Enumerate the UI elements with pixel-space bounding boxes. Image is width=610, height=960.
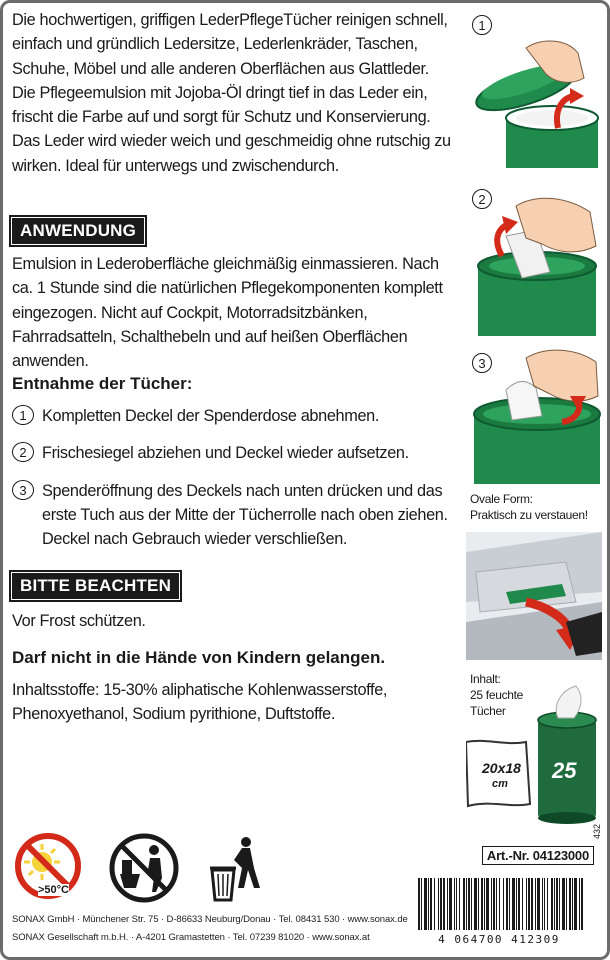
barcode-digits: 4 064700 412309 bbox=[438, 933, 560, 946]
count-label: 25 bbox=[552, 758, 577, 783]
code-number: 432 bbox=[592, 824, 602, 840]
inhalt-line-1: Inhalt: bbox=[470, 672, 501, 686]
no-toilet-icon bbox=[106, 830, 182, 906]
car-door-illustration bbox=[466, 532, 602, 660]
intro-text: Die hochwertigen, griffigen LederPflegeTücher reinigen schnell, einfach und gründlich Ledersitze, Lederlenkräder, Taschen, Schuhe, Möbel und alle anderen Oberflächen aus Glattleder. Die Pflegeemulsion mit Jojoba-Öl dringt tief in das Leder ein, frischt die Farbe auf und sorgt für Schutz und Konservierung. Das Leder wird wieder weich und geschmeidig ohne rutschig zu wirken. Ideal für unterwegs und zwischendurch. bbox=[12, 11, 451, 175]
step-1 bbox=[12, 404, 452, 428]
step-1-number: 1 bbox=[12, 405, 34, 425]
illus-3-number: 3 bbox=[472, 353, 492, 373]
inhalt-line-2: 25 feuchte bbox=[470, 688, 524, 702]
illustration-step-2 bbox=[466, 186, 602, 336]
step-1-text: Kompletten Deckel der Spenderdose abnehmen. bbox=[42, 407, 380, 425]
inhaltsstoffe-text: Inhaltsstoffe: 15-30% aliphatische Kohlenwasserstoffe, Phenoxyethanol, Sodium pyrithione, Duftstoffe. bbox=[12, 680, 388, 724]
barcode-bars bbox=[406, 878, 592, 930]
trash-bin-icon bbox=[204, 830, 280, 906]
tissue-canister-illustration bbox=[466, 684, 602, 824]
step-3-number: 3 bbox=[12, 480, 34, 500]
barcode bbox=[406, 878, 592, 944]
step-2 bbox=[12, 441, 452, 465]
oval-caption-1: Ovale Form: bbox=[470, 492, 533, 506]
frost-text: Vor Frost schützen. bbox=[12, 612, 146, 631]
temperature-label: >50°C bbox=[38, 884, 70, 896]
beachten-header: BITTE BEACHTEN bbox=[12, 573, 179, 599]
step-3-text: Spenderöffnung des Deckels nach unten drücken und das erste Tuch aus der Mitte der Tücherrolle nach oben ziehen. Deckel nach Gebrauch wieder verschließen. bbox=[42, 481, 448, 549]
anwendung-header: ANWENDUNG bbox=[12, 218, 144, 244]
footer-germany: SONAX GmbH · Münchener Str. 75 · D-86633 Neuburg/Donau · Tel. 08431 530 · www.sonax.de bbox=[12, 914, 408, 925]
anwendung-text: Emulsion in Lederoberfläche gleichmäßig einmassieren. Nach ca. 1 Stunde sind die natürlichen Pflegekomponenten komplett eingezogen. Nicht auf Cockpit, Motorradsitzbänken, Fahrradsatteln, Schalthebeln und auf heißen Oberflächen anwenden. bbox=[12, 255, 443, 371]
oval-caption-2: Praktisch zu verstauen! bbox=[470, 508, 588, 522]
step-2-text: Frischesiegel abziehen und Deckel wieder aufsetzen. bbox=[42, 444, 409, 463]
illustration-step-3 bbox=[466, 344, 602, 484]
kinder-warning: Darf nicht in die Hände von Kindern gelangen. bbox=[12, 647, 386, 667]
illus-2-number: 2 bbox=[472, 189, 492, 209]
inhalt-line-3: Tücher bbox=[470, 704, 506, 718]
main-text-column bbox=[12, 8, 452, 726]
bottom-area bbox=[12, 824, 602, 950]
size-label: 20x18 bbox=[482, 760, 521, 776]
step-3 bbox=[12, 479, 452, 552]
footer-austria: SONAX Gesellschaft m.b.H. · A-4201 Gramastetten · Tel. 07239 81020 · www.sonax.at bbox=[12, 932, 370, 943]
entnahme-title: Entnahme der Tücher: bbox=[12, 374, 193, 393]
size-unit: cm bbox=[492, 778, 508, 790]
step-2-number: 2 bbox=[12, 442, 34, 462]
illustration-step-1 bbox=[466, 8, 602, 168]
illus-1-number: 1 bbox=[472, 15, 492, 35]
article-number: Art.-Nr. 04123000 bbox=[482, 846, 594, 865]
remove-seal-illustration bbox=[466, 186, 602, 336]
